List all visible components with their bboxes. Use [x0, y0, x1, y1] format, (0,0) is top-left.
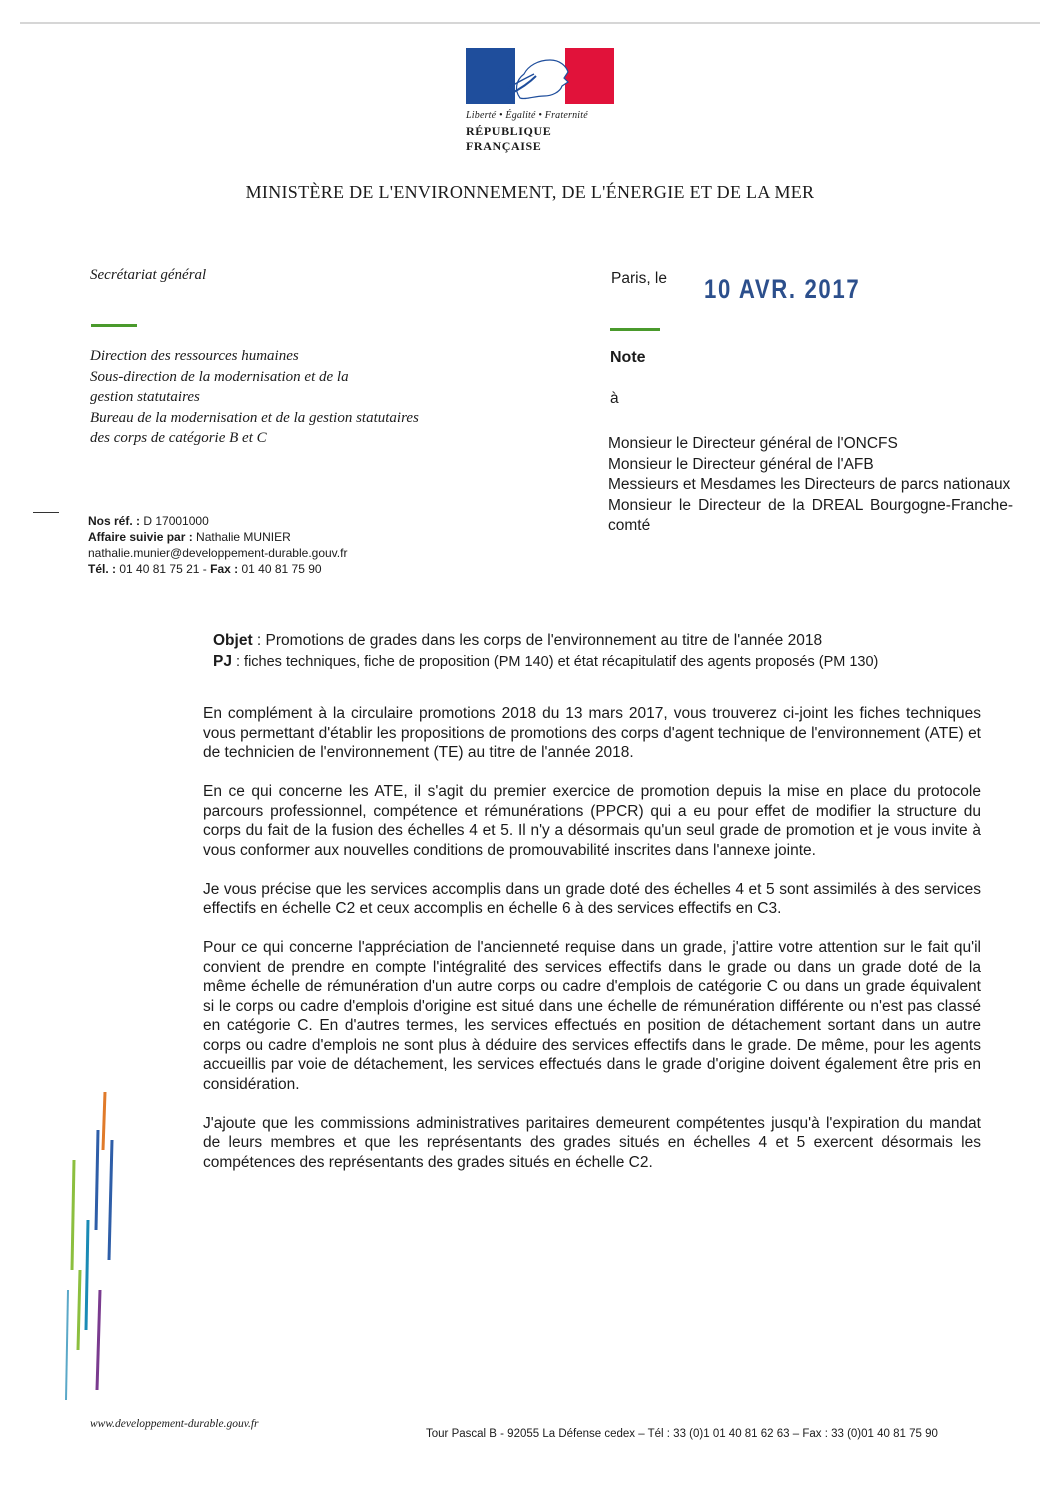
margin-dash — [33, 512, 59, 513]
body-paragraph: En complément à la circulaire promotions 2018 du 13 mars 2017, vous trouverez ci-joint les fiches techniques vous permettant d'établir les propositions de promotions des corps d'agent technique de l'environnement (ATE) et de technicien de l'environnement (TE) au titre de l'année 2018. — [203, 705, 981, 761]
body-paragraph: En ce qui concerne les ATE, il s'agit du premier exercice de promotion depuis la mise en place du protocole parcours professionnel, compétence et rémunérations (PPCR) qui a eu pour effet de modifier la structure du corps du fait de la fusion des échelles 4 et 5. Il n'y a désormais qu'un seul grade de promotion et je vous invite à vous conformer aux nouvelles conditions de promouvabilité inscrites dans l'annexe jointe. — [203, 783, 981, 859]
recipient: Monsieur le Directeur général de l'AFB — [608, 455, 874, 473]
body-paragraph: Pour ce qui concerne l'appréciation de l'ancienneté requise dans un grade, j'attire votre attention sur le fait qu'il convient de prendre en compte l'intégralité des services effectifs dans le grade ou dans un grade doté de la même échelle de rémunération d'un autre corps ou cadre d'emplois de catégorie C ou dans un grade équivalent si le corps ou cadre d'emplois d'origine est situé dans une échelle de rémunération différente ou n'est pas classé en catégorie C. En d'autres termes, les services effectués en position de détachement sortant dans un autre corps ou cadre d'emplois ne sont plus à déduire des services effectifs dans le grade. De même, pour les agents accueillis par voie de détachement, les services effectués dans le grade d'origine doivent également être pris en considération. — [203, 939, 981, 1093]
marianne-profile-icon — [500, 52, 580, 102]
recipient: Monsieur le Directeur de la DREAL Bourgogne-Franche-comté — [608, 496, 1013, 534]
direction-line: Bureau de la modernisation et de la gestion statutaires — [90, 409, 419, 426]
phone-line: Tél. : 01 40 81 75 21 - Fax : 01 40 81 75 90 — [88, 562, 322, 576]
decorative-strokes — [60, 1090, 120, 1410]
recipient-prefix: à — [610, 390, 619, 407]
reference-line: Nos réf. : D 17001000 — [88, 514, 209, 528]
letter-body — [203, 704, 981, 1192]
objet-line: Objet : Promotions de grades dans les corps de l'environnement au titre de l'année 2018 — [213, 632, 823, 649]
followed-by-line: Affaire suivie par : Nathalie MUNIER — [88, 530, 291, 544]
direction-line: Direction des ressources humaines — [90, 348, 299, 364]
tricolor-flag — [466, 48, 614, 104]
reference-block — [88, 513, 347, 577]
green-divider-right — [610, 328, 660, 331]
marianne-logo — [466, 48, 616, 154]
subject-block — [213, 631, 878, 672]
direction-line: des corps de catégorie B et C — [90, 430, 267, 446]
recipient-list — [608, 434, 1013, 537]
green-divider-left — [91, 324, 137, 327]
recipient: Messieurs et Mesdames les Directeurs de parcs nationaux — [608, 476, 1011, 493]
pj-line: PJ : fiches techniques, fiche de proposition (PM 140) et état récapitulatif des agents proposés (PM 130) — [213, 652, 879, 670]
direction-block — [90, 346, 419, 449]
place-label: Paris, le — [611, 270, 667, 287]
direction-line: gestion statutaires — [90, 389, 200, 405]
republic-label: RÉPUBLIQUE FRANÇAISE — [466, 124, 552, 153]
date-stamp: 10 AVR. 2017 — [704, 274, 861, 304]
body-paragraph: Je vous précise que les services accomplis dans un grade doté des échelles 4 et 5 sont assimilés à des services effectifs en échelle C2 et ceux accomplis en échelle 6 à des services effectifs en C3. — [203, 880, 981, 917]
body-paragraph: J'ajoute que les commissions administratives paritaires demeurent compétentes jusqu'à l'expiration du mandat de leurs membres et que les représentants des grades situés en échelles 4 et 5 exercent désormais les compétences des représentants des grades situés en échelle C2. — [203, 1114, 981, 1171]
footer-address: Tour Pascal B - 92055 La Défense cedex – Tél : 33 (0)1 01 40 81 62 63 – Fax : 33 (0)01 40 81 75 90 — [426, 1428, 938, 1440]
ministry-title: MINISTÈRE DE L'ENVIRONNEMENT, DE L'ÉNERGIE ET DE LA MER — [245, 182, 815, 202]
scan-top-line — [20, 22, 1040, 24]
email-line: nathalie.munier@developpement-durable.gouv.fr — [88, 546, 348, 560]
note-title: Note — [610, 349, 646, 366]
footer-website: www.developpement-durable.gouv.fr — [90, 1418, 259, 1430]
recipient: Monsieur le Directeur général de l'ONCFS — [608, 435, 898, 452]
motto: Liberté • Égalité • Fraternité — [466, 110, 588, 121]
direction-line: Sous-direction de la modernisation et de la — [90, 368, 349, 385]
secretariat-label: Secrétariat général — [90, 267, 207, 283]
